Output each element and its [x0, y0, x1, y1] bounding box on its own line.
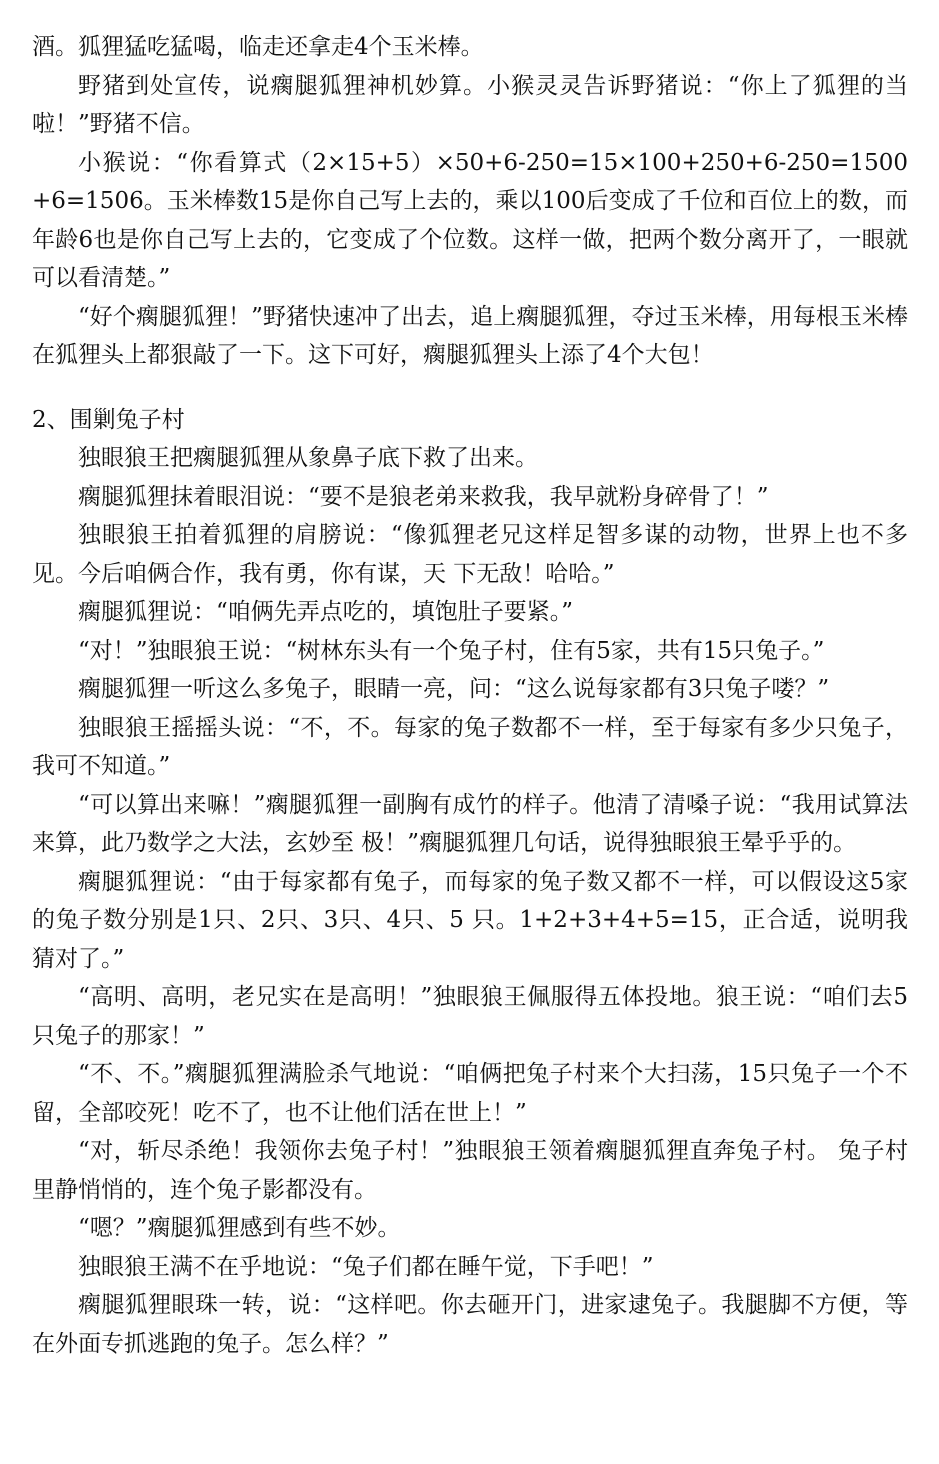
story-paragraph: 瘸腿狐狸抹着眼泪说：“要不是狼老弟来救我，我早就粉身碎骨了！”	[78, 483, 769, 510]
story-paragraph: “对，斩尽杀绝！我领你去兔子村！”独眼狼王领着瘸腿狐狸直奔兔子村。 兔子村里静悄悄的，连个兔子影都没有。	[32, 1138, 908, 1203]
paragraph-4: “好个瘸腿狐狸！”野猪快速冲了出去，追上瘸腿狐狸，夺过玉米棒，用每根玉米棒在狐狸头上都狠敲了一下。这下可好，瘸腿狐狸头上添了4个大包！	[32, 303, 908, 368]
story-paragraph: 瘸腿狐狸说：“由于每家都有兔子，而每家的兔子数又都不一样，可以假设这5家的兔子数分别是1只、2只、3只、4只、5 只。1+2+3+4+5=15，正合适，说明我猜对了。”	[32, 868, 908, 972]
story-paragraph: 瘸腿狐狸眼珠一转，说：“这样吧。你去砸开门，进家逮兔子。我腿脚不方便，等在外面专抓逃跑的兔子。怎么样？”	[32, 1292, 908, 1357]
document-page	[32, 28, 908, 1363]
section-heading: 2、围剿兔子村	[32, 406, 185, 433]
story-paragraph: 独眼狼王把瘸腿狐狸从象鼻子底下救了出来。	[78, 445, 538, 471]
section-gap	[32, 375, 908, 401]
story-paragraph: “可以算出来嘛！”瘸腿狐狸一副胸有成竹的样子。他清了清嗓子说：“我用试算法来算，此乃数学之大法，玄妙至 极！”瘸腿狐狸几句话，说得独眼狼王晕乎乎的。	[32, 791, 908, 856]
story-paragraph: 独眼狼王满不在乎地说：“兔子们都在睡午觉，下手吧！”	[78, 1253, 654, 1280]
story-paragraph: “高明、高明，老兄实在是高明！”独眼狼王佩服得五体投地。狼王说：“咱们去5只兔子的那家！”	[32, 984, 908, 1049]
paragraph-1: 酒。狐狸猛吃猛喝，临走还拿走4个玉米棒。	[32, 34, 484, 60]
story-paragraph: 独眼狼王摇摇头说：“不，不。每家的兔子数都不一样，至于每家有多少只兔子，我可不知道。”	[32, 714, 908, 779]
story-paragraph: 独眼狼王拍着狐狸的肩膀说：“像狐狸老兄这样足智多谋的动物，世界上也不多见。今后咱俩合作，我有勇，你有谋，天 下无敌！哈哈。”	[32, 522, 908, 587]
story-paragraph: “对！”独眼狼王说：“树林东头有一个兔子村，住有5家，共有15只兔子。”	[78, 637, 825, 664]
paragraph-2: 野猪到处宣传，说瘸腿狐狸神机妙算。小猴灵灵告诉野猪说：“你上了狐狸的当啦！”野猪不信。	[32, 72, 908, 137]
story-paragraph: “嗯？”瘸腿狐狸感到有些不妙。	[78, 1215, 401, 1241]
story-paragraph: “不、不。”瘸腿狐狸满脸杀气地说：“咱俩把兔子村来个大扫荡，15只兔子一个不留，全部咬死！吃不了，也不让他们活在世上！”	[32, 1061, 908, 1126]
paragraph-3: 小猴说：“你看算式（2×15+5）×50+6-250=15×100+250+6-250=1500+6=1506。玉米棒数15是你自己写上去的，乘以100后变成了千位和百位上的数，而年龄6也是你自己写上去的，它变成了个位数。这样一做，把两个数分离开了，一眼就可以看清楚。”	[32, 149, 908, 291]
story-paragraph: 瘸腿狐狸一听这么多兔子，眼睛一亮，问：“这么说每家都有3只兔子喽？”	[78, 676, 830, 702]
story-paragraph: 瘸腿狐狸说：“咱俩先弄点吃的，填饱肚子要紧。”	[78, 599, 574, 625]
